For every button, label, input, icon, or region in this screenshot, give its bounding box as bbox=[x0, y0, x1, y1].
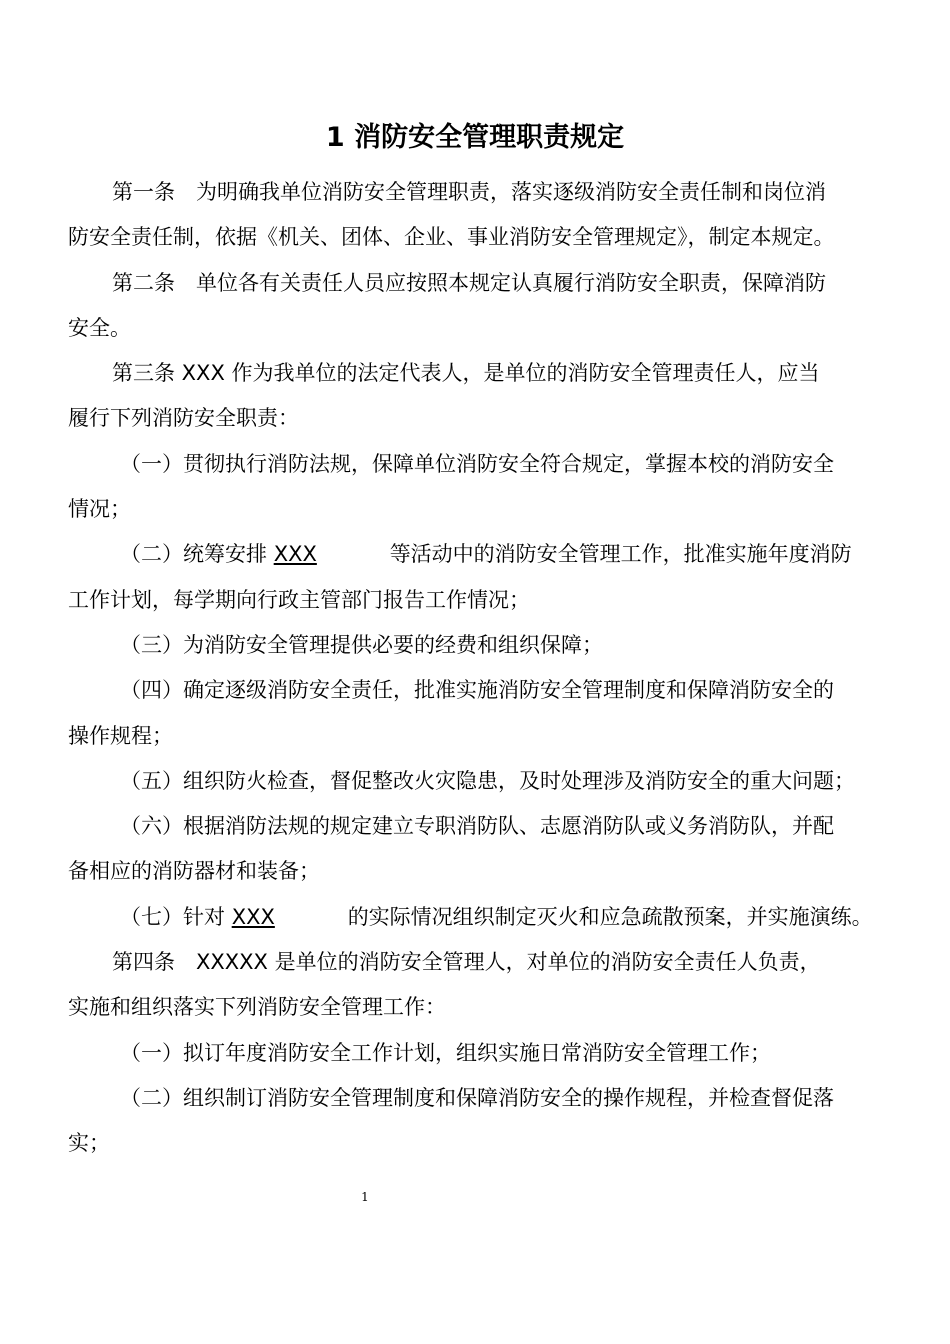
item-2-prefix: （二）统筹安排 bbox=[120, 542, 274, 567]
article-1-line-2: 防安全责任制，依据《机关、团体、企业、事业消防安全管理规定》，制定本规定。 bbox=[68, 225, 835, 250]
sub-item-1-line-1: （一）拟订年度消防安全工作计划，组织实施日常消防安全管理工作； bbox=[120, 1040, 771, 1065]
article-2-line-1: 第二条 单位各有关责任人员应按照本规定认真履行消防安全职责，保障消防 bbox=[112, 270, 826, 295]
page-title: 1 消防安全管理职责规定 bbox=[325, 122, 625, 153]
article-3-line-2: 履行下列消防安全职责： bbox=[68, 406, 299, 431]
item-1-line-2: 情况； bbox=[68, 497, 131, 522]
article-4-line-1: 第四条 XXXXX 是单位的消防安全管理人，对单位的消防安全责任人负责， bbox=[112, 950, 821, 975]
document-body bbox=[68, 170, 898, 1167]
item-4-line-2: 操作规程； bbox=[68, 723, 173, 748]
fill-in-blank: XXX bbox=[273, 542, 317, 567]
item-2-line-1 bbox=[68, 532, 898, 577]
item-3-line-1: （三）为消防安全管理提供必要的经费和组织保障； bbox=[120, 632, 603, 657]
article-4-line-2: 实施和组织落实下列消防安全管理工作： bbox=[68, 995, 446, 1020]
item-1-line-1: （一）贯彻执行消防法规，保障单位消防安全符合规定，掌握本校的消防安全 bbox=[120, 451, 834, 476]
fill-in-blank: XXX bbox=[231, 904, 275, 929]
item-2-line-2: 工作计划，每学期向行政主管部门报告工作情况； bbox=[68, 587, 530, 612]
page-number: 1 bbox=[361, 1190, 369, 1204]
article-1-line-1: 第一条 为明确我单位消防安全管理职责，落实逐级消防安全责任制和岗位消 bbox=[112, 180, 826, 204]
item-2-suffix: 等活动中的消防安全管理工作，批准实施年度消防 bbox=[389, 542, 852, 567]
item-5-line-1: （五）组织防火检查，督促整改火灾隐患，及时处理涉及消防安全的重大问题； bbox=[120, 768, 855, 793]
sub-item-2-line-2: 实； bbox=[68, 1131, 110, 1156]
item-7-prefix: （七）针对 bbox=[120, 904, 232, 929]
article-2-line-2: 安全。 bbox=[68, 315, 131, 340]
item-6-line-1: （六）根据消防法规的规定建立专职消防队、志愿消防队或义务消防队，并配 bbox=[120, 814, 834, 839]
item-6-line-2: 备相应的消防器材和装备； bbox=[68, 859, 320, 884]
article-3-line-1: 第三条 XXX 作为我单位的法定代表人，是单位的消防安全管理责任人，应当 bbox=[112, 361, 820, 386]
item-7-line-1 bbox=[68, 895, 898, 940]
sub-item-2-line-1: （二）组织制订消防安全管理制度和保障消防安全的操作规程，并检查督促落 bbox=[120, 1085, 834, 1110]
item-4-line-1: （四）确定逐级消防安全责任，批准实施消防安全管理制度和保障消防安全的 bbox=[120, 678, 834, 703]
item-7-suffix: 的实际情况组织制定灭火和应急疏散预案，并实施演练。 bbox=[347, 904, 873, 929]
